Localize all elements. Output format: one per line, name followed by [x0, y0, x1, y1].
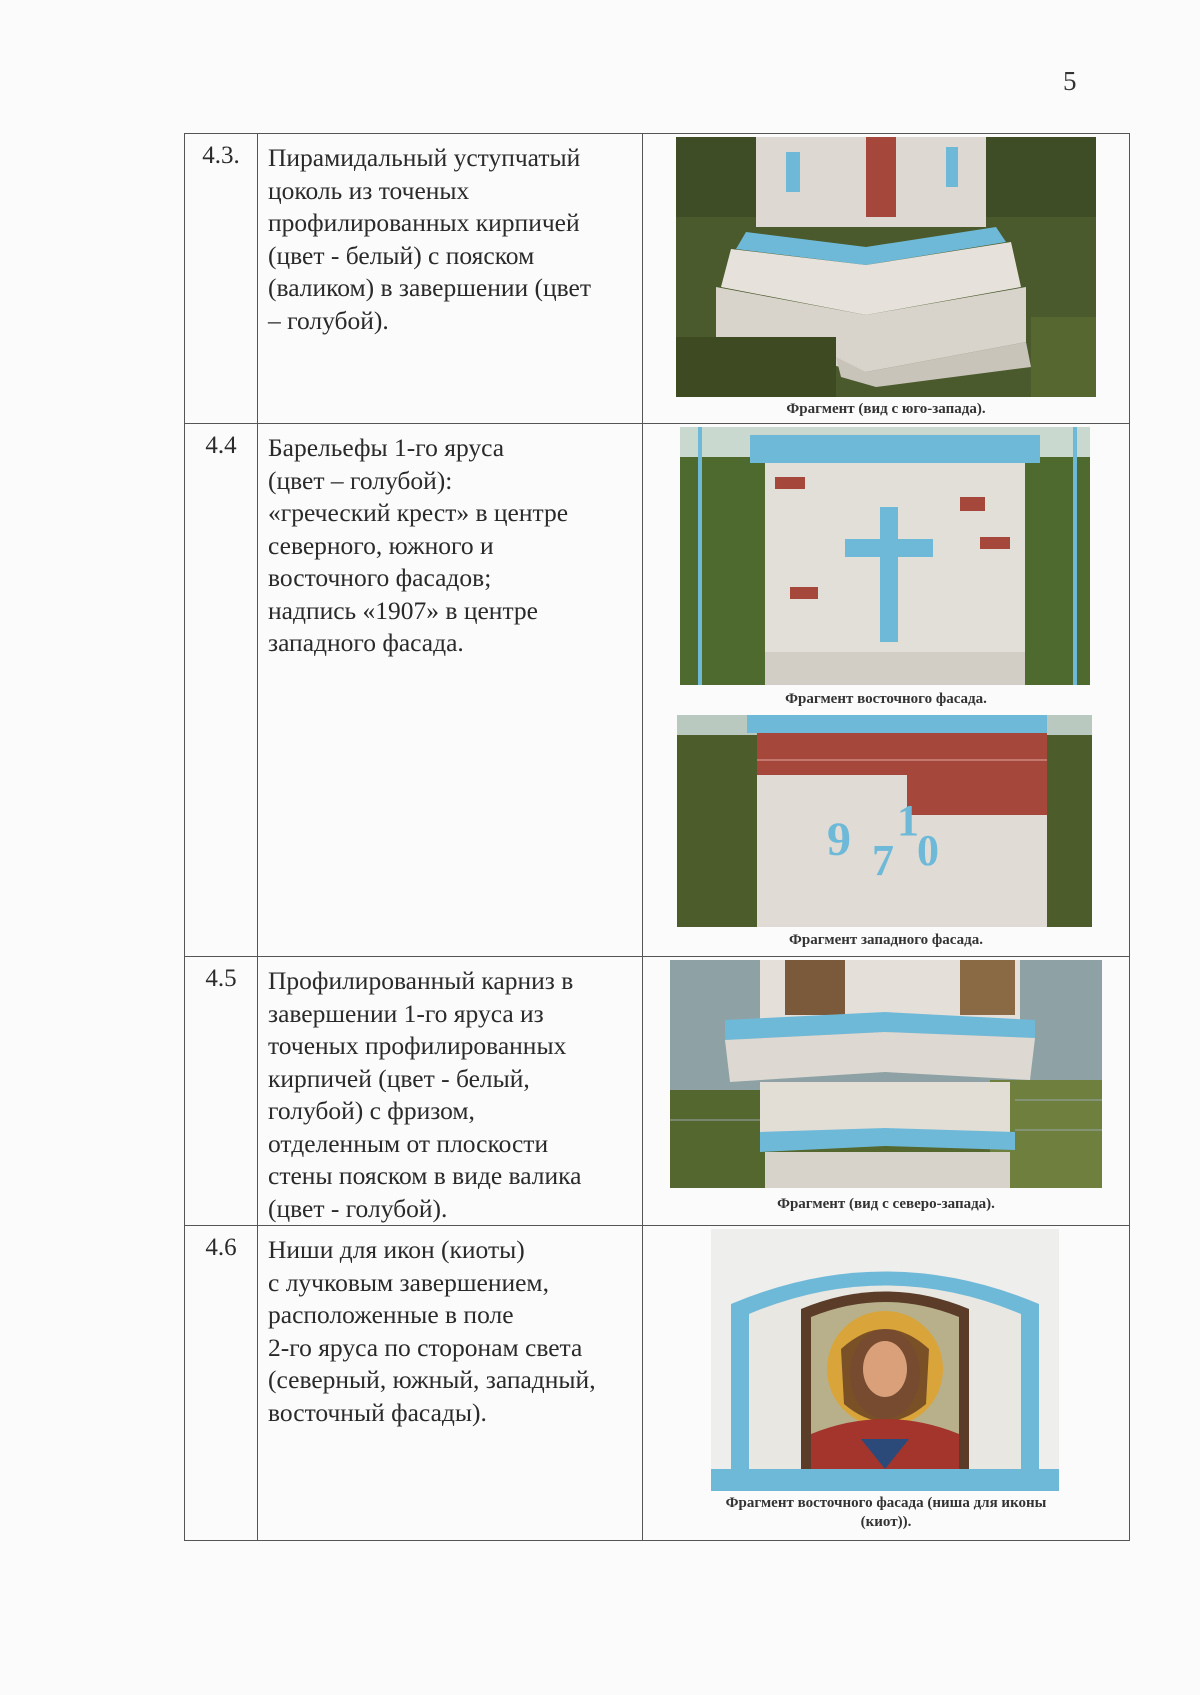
photo-cornice-northwest	[670, 960, 1102, 1188]
table-row	[185, 424, 1130, 957]
row-description: Пирамидальный уступчатый цоколь из точеных профилированных кирпичей (цвет - белый) с пояском (валиком) в завершении (цвет – голубой).	[258, 134, 643, 424]
svg-text:7: 7	[872, 836, 894, 885]
page-number: 5	[1063, 66, 1077, 96]
svg-text:1: 1	[897, 796, 919, 845]
row-number: 4.3.	[185, 134, 258, 424]
table-row	[185, 134, 1130, 424]
row-description: Профилированный карниз в завершении 1-го яруса из точеных профилированных кирпичей (цвет - белый, голубой) с фризом, отделенным от плоскости стены пояском в виде валика (цвет - голубой).	[258, 957, 643, 1226]
photo-east-facade-cross	[680, 427, 1090, 685]
svg-text:9: 9	[827, 813, 851, 866]
row-description: Барельефы 1-го яруса (цвет – голубой): «греческий крест» в центре северного, южного и восточного фасадов; надпись «1907» в центре западного фасада.	[258, 424, 643, 957]
photo-cell	[643, 1226, 1130, 1541]
row-number: 4.4	[185, 424, 258, 957]
photo-caption: Фрагмент восточного фасада.	[785, 691, 987, 707]
photo-west-facade-1907	[677, 715, 1092, 927]
photo-plinth-southwest	[676, 137, 1096, 397]
photo-cell	[643, 957, 1130, 1226]
photo-caption: Фрагмент (вид с северо-запада).	[777, 1196, 995, 1212]
table-row	[185, 1226, 1130, 1541]
svg-text:0: 0	[917, 826, 939, 875]
row-number: 4.6	[185, 1226, 258, 1541]
row-description: Ниши для икон (киоты) с лучковым завершением, расположенные в поле 2-го яруса по сторонам света (северный, южный, западный, восточный фасады).	[258, 1226, 643, 1541]
photo-cell	[643, 424, 1130, 957]
specification-table	[184, 133, 1130, 1541]
photo-cell	[643, 134, 1130, 424]
table-row	[185, 957, 1130, 1226]
photo-icon-niche-east	[711, 1229, 1059, 1491]
photo-caption: Фрагмент (вид с юго-запада).	[786, 401, 986, 417]
photo-caption: Фрагмент восточного фасада (ниша для иконы (киот)).	[725, 1495, 1047, 1530]
row-number: 4.5	[185, 957, 258, 1226]
photo-caption: Фрагмент западного фасада.	[789, 932, 983, 948]
